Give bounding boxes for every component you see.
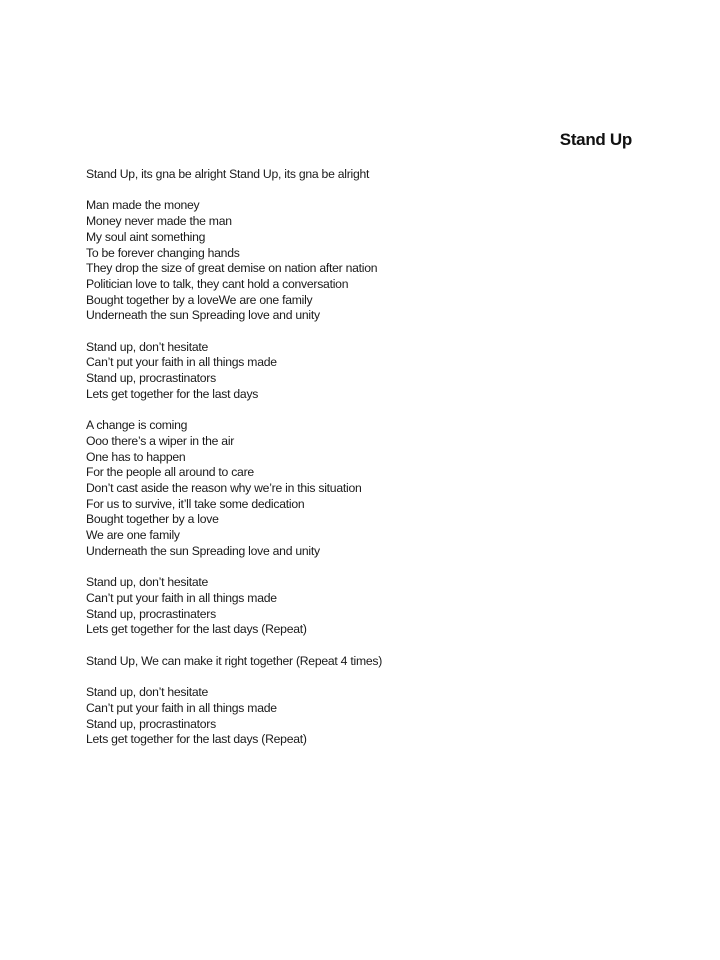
lyric-line: Money never made the man [86,214,232,229]
lyric-line: Can’t put your faith in all things made [86,590,277,605]
lyrics-stanza [86,167,646,183]
lyric-line: Lets get together for the last days (Repeat) [86,622,307,637]
lyric-line: Stand up, procrastinators [86,716,216,731]
lyric-line: One has to happen [86,449,186,464]
lyric-line: Lets get together for the last days (Repeat) [86,732,307,747]
lyrics-stanza [86,340,646,403]
lyric-line: Stand up, don’t hesitate [86,685,209,700]
lyric-line: Underneath the sun Spreading love and unity [86,543,320,558]
lyric-line: Can’t put your faith in all things made [86,355,277,370]
lyric-line: Lets get together for the last days [86,386,259,401]
lyrics-stanza [86,575,646,638]
lyric-line: Stand up, procrastinaters [86,606,216,621]
lyric-line: Underneath the sun Spreading love and unity [86,308,320,323]
lyric-line: Bought together by a love [86,512,219,527]
lyric-line: Don’t cast aside the reason why we’re in this situation [86,481,362,496]
lyric-line: For us to survive, it’ll take some dedication [86,496,305,511]
document-title: Stand Up [559,130,632,149]
lyric-line: Politician love to talk, they cant hold a conversation [86,276,349,291]
lyric-line: Bought together by a loveWe are one family [86,292,313,307]
lyric-line: To be forever changing hands [86,245,240,260]
lyrics-stanza [86,654,646,670]
lyric-line: Stand up, don’t hesitate [86,339,209,354]
lyric-line: Man made the money [86,198,200,213]
lyrics-body [86,167,646,764]
lyric-line: My soul aint something [86,229,206,244]
lyric-line: For the people all around to care [86,465,254,480]
lyric-line: A change is coming [86,418,188,433]
lyric-line: Stand up, don’t hesitate [86,575,209,590]
lyric-line: Stand Up, We can make it right together (Repeat 4 times) [86,653,383,668]
lyric-line: Can’t put your faith in all things made [86,700,277,715]
lyrics-stanza [86,418,646,559]
lyrics-stanza [86,685,646,748]
lyric-line: We are one family [86,528,180,543]
lyric-line: Stand Up, its gna be alright Stand Up, its gna be alright [86,167,370,181]
lyric-line: Ooo there’s a wiper in the air [86,433,235,448]
lyrics-stanza [86,198,646,324]
lyric-line: They drop the size of great demise on nation after nation [86,261,378,276]
lyric-line: Stand up, procrastinators [86,371,216,386]
